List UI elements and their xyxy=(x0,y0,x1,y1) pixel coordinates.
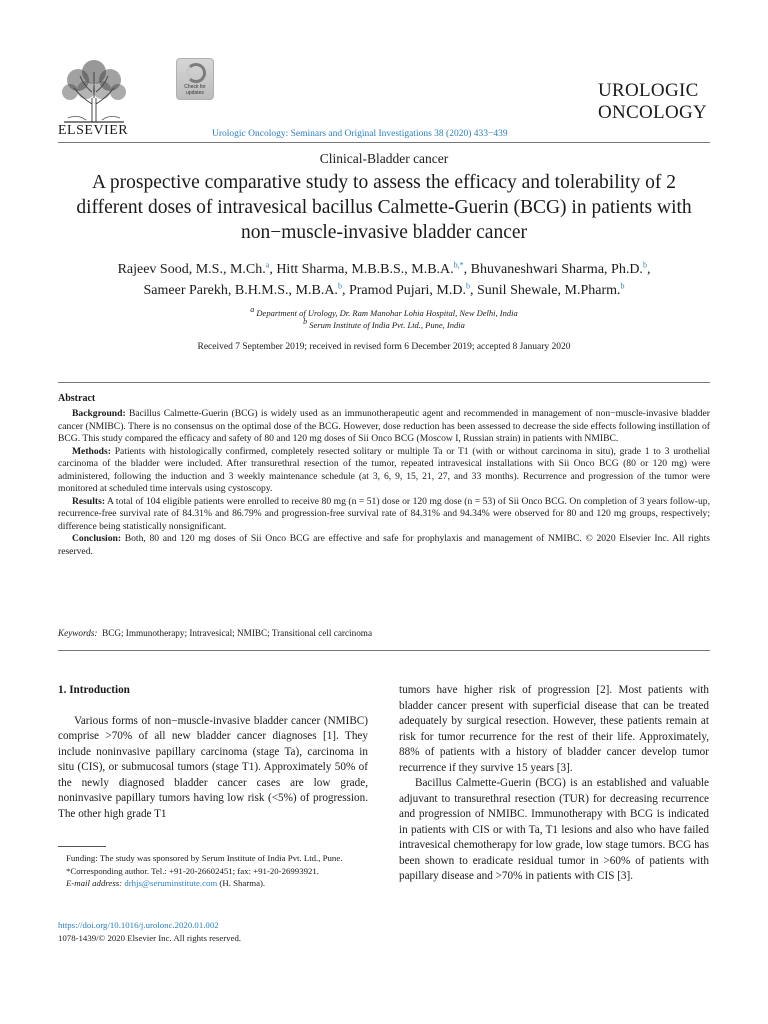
email-link[interactable]: drhjs@seruminstitute.com xyxy=(124,878,218,888)
received-dates: Received 7 September 2019; received in revised form 6 December 2019; accepted 8 January 2020 xyxy=(197,342,571,352)
abstract-body xyxy=(58,408,710,558)
abstract-top-divider xyxy=(58,382,710,383)
author-affiliation-link[interactable]: b,* xyxy=(453,260,464,270)
author-affiliation-link[interactable]: b xyxy=(642,260,647,270)
keywords xyxy=(58,628,372,638)
corresponding-author-note: *Corresponding author. Tel.: +91-20-26602451; fax: +91-20-26993921. xyxy=(66,865,319,876)
affiliation-item: b Serum Institute of India Pvt. Ltd., Pune, India xyxy=(303,317,465,330)
check-for-updates-badge[interactable] xyxy=(176,58,214,100)
crossmark-label: Check for updates xyxy=(184,84,206,96)
footnotes xyxy=(58,852,368,890)
intro-paragraph-bcg: Bacillus Calmette-Guerin (BCG) is an established and valuable adjuvant to transurethral resection (TUR) for decreasing recurrence and progression of NMIBC. Immunotherapy with BCG is indicated in patients with CIS or with Ta, T1 lesions and also who have failed intravesical chemotherapy for low grade, low stage tumors. BCG has been shown to eradicate residual tumor in >60% of patients with papillary disease and >70% in patients with CIS [3]. xyxy=(399,777,709,882)
right-column xyxy=(399,683,709,885)
keywords-list: BCG; Immunotherapy; Intravesical; NMIBC; Transitional cell carcinoma xyxy=(102,628,373,638)
copyright-line: 1078-1439/© 2020 Elsevier Inc. All rights reserved. xyxy=(58,933,242,943)
abstract-results: Results: A total of 104 eligible patients were enrolled to receive 80 mg (n = 51) dose or 120 mg dose (n = 53) of Sii Onco BCG. On completion of 3 years follow-up, recurrence-free survival rate of 84.31% and 86.79% and progression-free survival rate of 84.31% and 94.34% were observed for 80 and 120 mg groups, respectively; difference being statistically nonsignificant. xyxy=(58,495,710,532)
crossmark-icon xyxy=(186,63,206,83)
journal-name xyxy=(598,80,710,124)
intro-paragraph-continued: tumors have higher risk of progression [2]. Most patients with bladder cancer present with superficial disease that can be treated adequately by surgical resection. However, these patients remain at risk for tumor recurrence for the rest of their life. Approximately, 88% of patients with a history of bladder cancer develop tumor recurrence if they survive 15 years [3]. xyxy=(399,684,709,774)
footnote-divider xyxy=(58,846,106,847)
body-top-divider xyxy=(58,650,710,651)
journal-name-line2: ONCOLOGY xyxy=(598,102,708,123)
author-affiliation-link[interactable]: a xyxy=(265,260,270,270)
header-divider xyxy=(58,142,710,143)
author-name: Sameer Parekh, B.H.M.S., M.B.A. xyxy=(143,283,338,298)
abstract-conclusion: Conclusion: Both, 80 and 120 mg doses of Sii Onco BCG are effective and safe for prophylaxis and management of NMIBC. © 2020 Elsevier Inc. All rights reserved. xyxy=(58,533,711,557)
author-name: Hitt Sharma, M.B.B.S., M.B.A. xyxy=(276,262,454,277)
journal-name-line1: UROLOGIC xyxy=(598,80,699,101)
author-name: Bhuvaneshwari Sharma, Ph.D. xyxy=(470,262,643,277)
article-title: A prospective comparative study to assess the efficacy and tolerability of 2 different doses of intravesical bacillus Calmette-Guerin (BCG) in patients with non−muscle-invasive bladder cancer xyxy=(76,172,692,243)
abstract-methods: Methods: Patients with histologically confirmed, completely resected solitary or multiple Ta or T1 (with or without carcinoma in situ), grade 1 to 3 urothelial carcinoma of the bladder were included. After transurethral resection of the tumor, repeated intravesical installations with Sii Onco BCG (80 or 120 mg) were administered, following the induction and 3 weekly maintenance schedule (at 3, 6, 9, 15, 21, 27, and 33 months). Recurrence and progression of the tumor were monitored at scheduled time intervals using cystoscopy. xyxy=(58,445,710,494)
author-affiliation-link[interactable]: b xyxy=(337,281,342,291)
author-affiliation-link[interactable]: b xyxy=(466,281,470,291)
author-affiliation-link[interactable]: b xyxy=(620,281,625,291)
author-name: Pramod Pujari, M.D. xyxy=(348,283,466,298)
author-name: Rajeev Sood, M.S., M.Ch. xyxy=(117,262,266,277)
doi-block xyxy=(58,919,241,945)
abstract-background: Background: Bacillus Calmette-Guerin (BCG) is widely used as an immunotherapeutic agent and recommended in management of non−muscle-invasive bladder cancer (NMIBC). There is no consensus on the optimal dose of the BCG. However, dose reduction has been assessed to decrease the side effects following instillation of BCG. This study compared the efficacy and safety of 80 and 120 mg doses of Sii Onco BCG (Moscow I, Russian strain) in patients with NMIBC. xyxy=(58,408,710,444)
abstract-heading: Abstract xyxy=(58,393,96,404)
author-list: Rajeev Sood, M.S., M.Ch.$^a$, Hitt Sharma, M.B.B.S., M.B.A.$^{b,*}$, Bhuvaneshwari Sharma, Ph.D.$^b$, Sameer Parekh, B.H.M.S., M.B.A.$^b$, Pramod Pujari, M.D.$^b$, Sunil Shewale, M.Pharm.$^b$ xyxy=(117,260,651,298)
journal-reference-link[interactable]: Urologic Oncology: Seminars and Original Investigations 38 (2020) 433−439 xyxy=(212,129,508,139)
doi-link[interactable]: https://doi.org/10.1016/j.urolonc.2020.01.002 xyxy=(58,920,219,930)
section-label: Clinical-Bladder cancer xyxy=(319,151,449,166)
author-name: Sunil Shewale, M.Pharm. xyxy=(477,283,621,298)
funding-note: Funding: The study was sponsored by Serum Institute of India Pvt. Ltd., Pune. xyxy=(66,853,343,863)
keywords-label: Keywords: xyxy=(58,628,98,638)
intro-paragraph: Various forms of non−muscle-invasive bladder cancer (NMIBC) comprise >70% of all new bladder cancer diagnoses [1]. They include noninvasive papillary carcinoma (stage Ta), carcinoma in situ (CIS), or submucosal tumors (stage T1). Approximately 50% of the newly diagnosed bladder cancer cases are low grade, noninvasive papillary tumors having low risk (<5%) of progression. The other high grade T1 xyxy=(58,714,368,820)
affiliation-list xyxy=(58,307,710,331)
affiliation-item: a Department of Urology, Dr. Ram Manohar Lohia Hospital, New Delhi, India xyxy=(250,305,518,318)
left-column xyxy=(58,683,368,822)
introduction-heading: 1. Introduction xyxy=(58,684,130,696)
email-note: E-mail address: drhjs@seruminstitute.com (H. Sharma). xyxy=(66,878,266,888)
publisher-name: ELSEVIER xyxy=(58,123,129,138)
